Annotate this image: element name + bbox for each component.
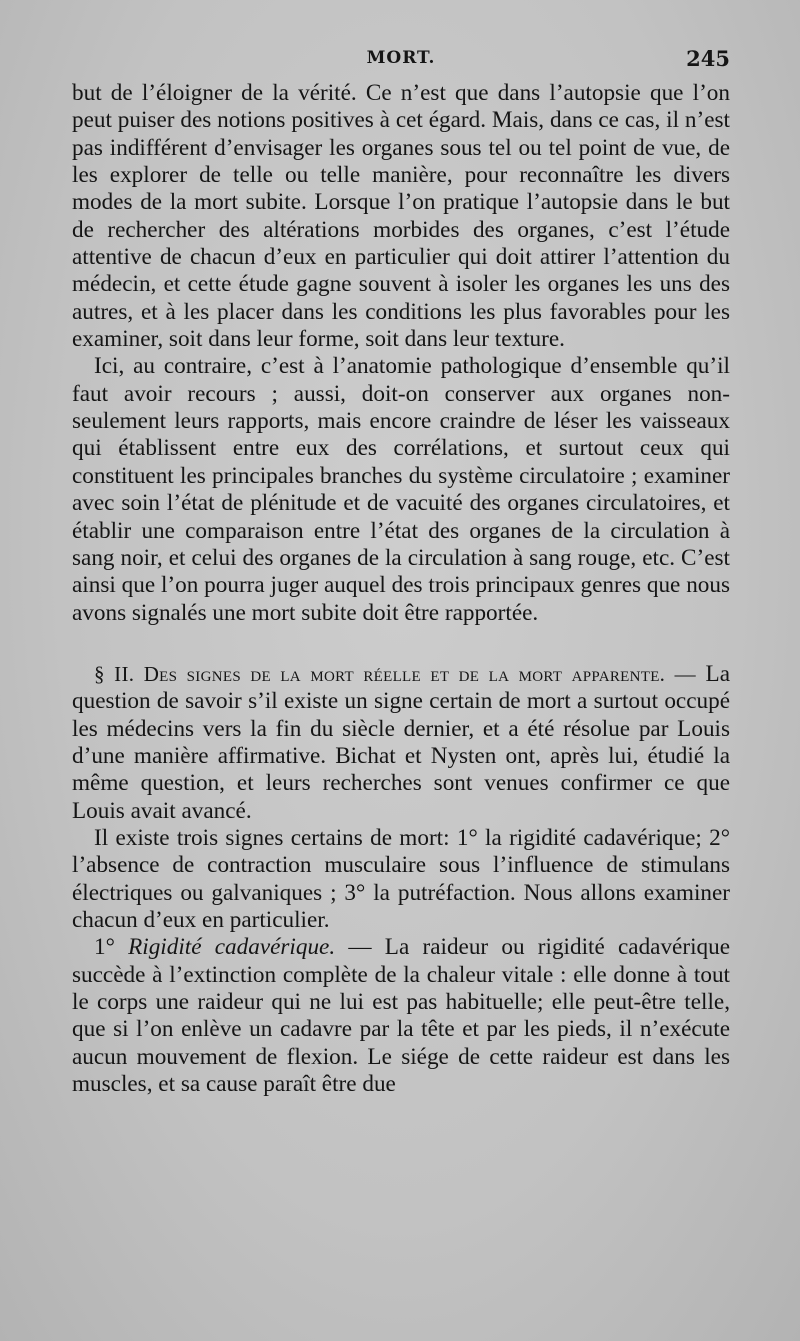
body-text <box>72 80 730 1098</box>
paragraph-signs-text: La question de savoir s’il existe un signe certain de mort a surtout occupé les médecins vers la fin du siècle dernier, et a été résolue par Louis d’une manière affirmative. Bichat et Nysten ont, après lui, étudié la même question, et leurs recherches sont venues confirmer ce que Louis avait avancé. <box>72 660 730 824</box>
page-number: 245 <box>686 46 730 71</box>
rigidity-number: 1° <box>94 934 129 961</box>
page-header <box>72 48 730 78</box>
paragraph-autopsy: but de l’éloigner de la vérité. Ce n’est que dans l’autopsie que l’on peut puiser des notions positives à cet égard. Mais, dans ce cas, il n’est pas indifférent d’envisager les organes sous tel ou tel point de vue, de les explorer de telle ou telle manière, pour reconnaître les divers modes de la mort subite. Lorsque l’on pratique l’autopsie dans le but de rechercher des altérations morbides des organes, c’est l’étude attentive de chacun d’eux en particulier qui doit attirer l’attention du médecin, et cette étude gagne souvent à isoler les organes les uns des autres, et à les placer dans les conditions les plus favorables pour les examiner, soit dans leur forme, soit dans leur texture. <box>72 80 730 353</box>
paragraph-three-signs: Il existe trois signes certains de mort: 1° la rigidité cadavérique; 2° l’absence de contraction musculaire sous l’influence de stimulans électriques ou galvaniques ; 3° la putréfaction. Nous allons examiner chacun d’eux en particulier. <box>72 824 730 933</box>
rigidity-text: — La raideur ou rigidité cadavérique succède à l’extinction complète de la chaleur vitale : elle donne à tout le corps une raideur qui ne lui est pas habituelle; elle peut-être telle, que si l’on enlève un cadavre par la tête et par les pieds, il n’exécute aucun mouvement de flexion. Le siége de cette raideur est dans les muscles, et sa cause paraît être due <box>72 934 730 1098</box>
section-heading: § II. Des signes de la mort réelle et de la mort apparente. — <box>94 661 696 686</box>
paragraph-signs-of-death <box>72 661 730 825</box>
rigidity-subheading: Rigidité cadavérique. <box>128 934 336 961</box>
paragraph-rigidity <box>72 934 730 1098</box>
paragraph-anatomy: Ici, au contraire, c’est à l’anatomie pathologique d’ensemble qu’il faut avoir recours ; aussi, doit-on conserver aux organes non-seulement leurs rapports, mais encore craindre de léser les vaisseaux qui établissent entre eux des corrélations, et surtout ceux qui constituent les principales branches du système circulatoire ; examiner avec soin l’état de plénitude et de vacuité des organes circulatoires, et établir une comparaison entre l’état des organes de la circulation à sang noir, et celui des organes de la circulation à sang rouge, etc. C’est ainsi que l’on pourra juger auquel des trois principaux genres que nous avons signalés une mort subite doit être rapportée. <box>72 353 730 626</box>
running-title: MORT. <box>366 48 436 68</box>
section-spacer <box>72 627 730 661</box>
